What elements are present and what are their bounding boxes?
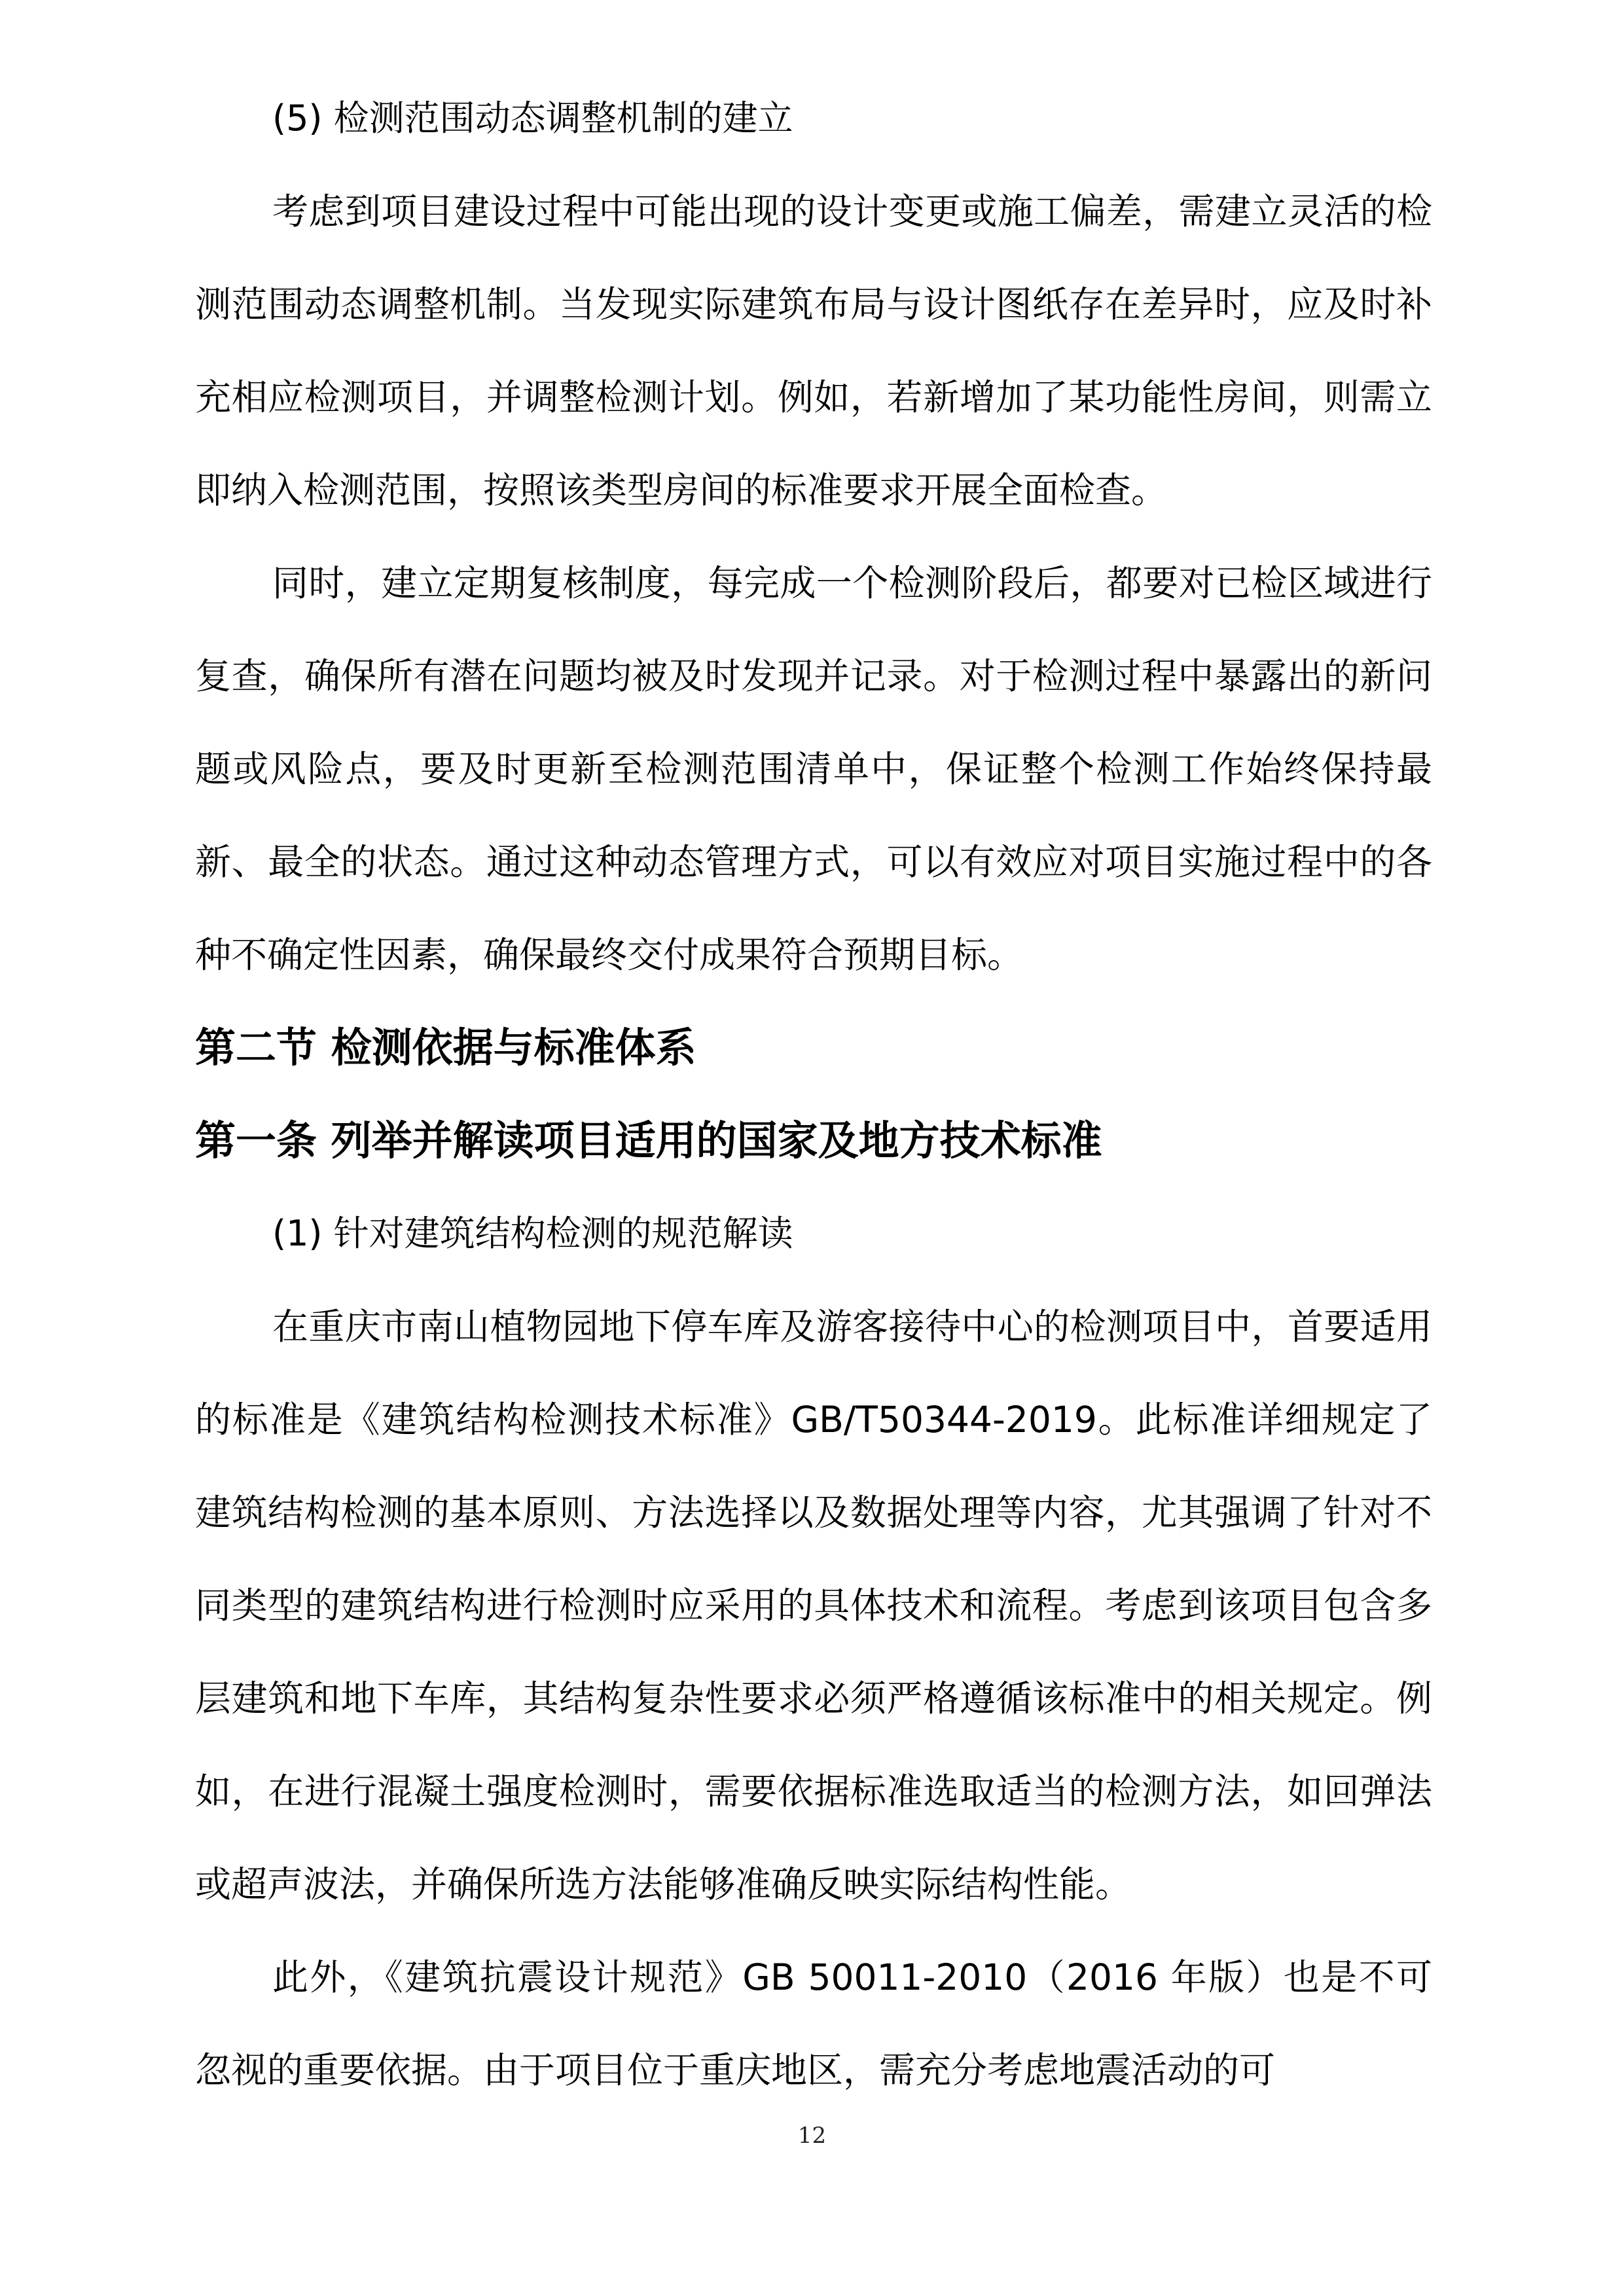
subheading-dynamic-adjustment: (5) 检测范围动态调整机制的建立 [272, 98, 793, 139]
section-heading: 第二节 检测依据与标准体系 [195, 1024, 696, 1071]
paragraph-seismic-standard: 此外，《建筑抗震设计规范》GB 50011-2010（2016 年版）也是不可忽视的重要依据。由于项目位于重庆地区，需充分考虑地震活动的可 [195, 1956, 1432, 2091]
page-number: 12 [797, 2123, 827, 2149]
paragraph-adjustment-mechanism: 考虑到项目建设过程中可能出现的设计变更或施工偏差，需建立灵活的检测范围动态调整机制。当发现实际建筑布局与设计图纸存在差异时，应及时补充相应检测项目，并调整检测计划。例如，若新增加了某功能性房间，则需立即纳入检测范围，按照该类型房间的标准要求开展全面检查。 [195, 190, 1432, 511]
paragraph-structure-standard: 在重庆市南山植物园地下停车库及游客接待中心的检测项目中，首要适用的标准是《建筑结构检测技术标准》GB/T50344-2019。此标准详细规定了建筑结构检测的基本原则、方法选择以及数据处理等内容，尤其强调了针对不同类型的建筑结构进行检测时应采用的具体技术和流程。考虑到该项目包含多层建筑和地下车库，其结构复杂性要求必须严格遵循该标准中的相关规定。例如，在进行混凝土强度检测时，需要依据标准选取适当的检测方法，如回弹法或超声波法，并确保所选方法能够准确反映实际结构性能。 [195, 1306, 1432, 1905]
article-heading: 第一条 列举并解读项目适用的国家及地方技术标准 [195, 1117, 1102, 1164]
subheading-structure-standards: (1) 针对建筑结构检测的规范解读 [272, 1213, 793, 1254]
paragraph-periodic-review: 同时，建立定期复核制度，每完成一个检测阶段后，都要对已检区域进行复查，确保所有潜在问题均被及时发现并记录。对于检测过程中暴露出的新问题或风险点，要及时更新至检测范围清单中，保证整个检测工作始终保持最新、最全的状态。通过这种动态管理方式，可以有效应对项目实施过程中的各种不确定性因素，确保最终交付成果符合预期目标。 [195, 562, 1432, 976]
page-body [195, 72, 1432, 2117]
